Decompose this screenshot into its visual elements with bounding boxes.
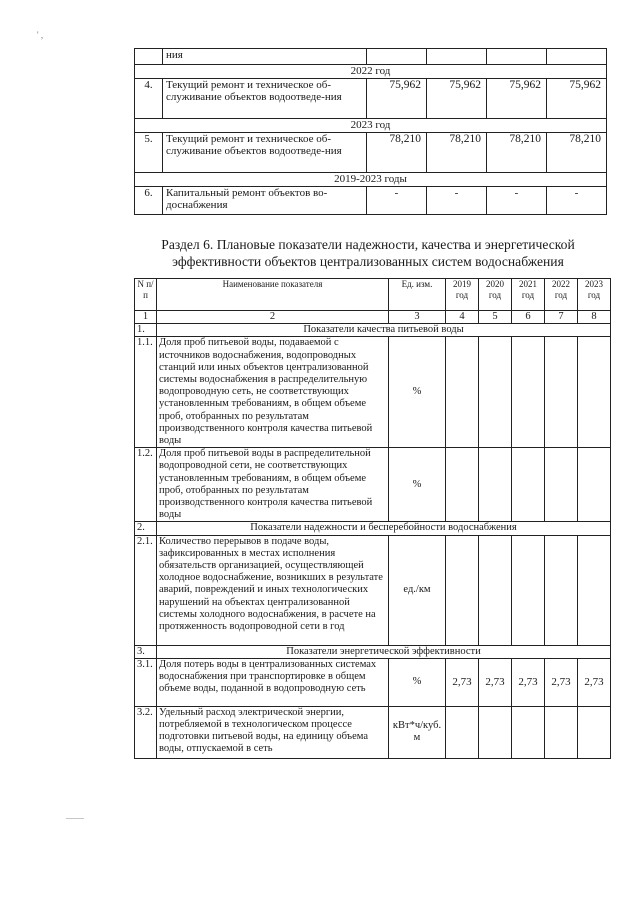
- value-cell: 2,73: [479, 658, 512, 706]
- scan-mark: ——: [66, 813, 84, 823]
- table-row: [135, 535, 611, 645]
- column-number: 7: [545, 311, 578, 324]
- table-row: [135, 658, 611, 706]
- value-cell: -: [547, 187, 607, 215]
- value-cell: [512, 448, 545, 522]
- table-row: [135, 706, 611, 758]
- value-cell: 75,962: [427, 79, 487, 119]
- row-number: 1.2.: [135, 448, 157, 522]
- indicators-table: [134, 278, 611, 759]
- value-cell: [545, 448, 578, 522]
- row-name: Текущий ремонт и техническое об-служивание объектов водоотведе-ния: [163, 133, 367, 173]
- header-unit: Ед. изм.: [389, 279, 446, 311]
- section-title: Показатели надежности и бесперебойности водоснабжения: [157, 522, 611, 535]
- value-cell: 2,73: [512, 658, 545, 706]
- year-label: 2022 год: [135, 65, 607, 79]
- value-cell: [479, 535, 512, 645]
- column-number: 6: [512, 311, 545, 324]
- row-unit: %: [389, 448, 446, 522]
- value-cell: 78,210: [547, 133, 607, 173]
- value-cell: 75,962: [487, 79, 547, 119]
- row-unit: ед./км: [389, 535, 446, 645]
- header-name: Наименование показателя: [157, 279, 389, 311]
- value-cell: [545, 706, 578, 758]
- table-row: [135, 337, 611, 448]
- scan-mark: ' ,: [37, 30, 44, 40]
- value-cell: [545, 337, 578, 448]
- value-cell: 78,210: [367, 133, 427, 173]
- row-unit: кВт*ч/куб. м: [389, 706, 446, 758]
- year-label: 2019-2023 годы: [135, 173, 607, 187]
- value-cell: [446, 706, 479, 758]
- value-cell: -: [487, 187, 547, 215]
- row-name: Доля проб питьевой воды в распределительной водопроводной сети, не соответствующих установленным требованиям, в общем объеме проб, отобранных по результатам производственного контроля качества питьевой воды: [157, 448, 389, 522]
- value-cell: -: [427, 187, 487, 215]
- value-cell: [545, 535, 578, 645]
- header-row: [135, 279, 611, 311]
- cell-name: ния: [163, 49, 367, 65]
- value-cell: [479, 337, 512, 448]
- section-heading: Раздел 6. Плановые показатели надежности, качества и энергетической эффективности объектов централизованных систем водоснабжения: [161, 237, 575, 269]
- column-number-row: [135, 311, 611, 324]
- row-name: Текущий ремонт и техническое об-служивание объектов водоотведе-ния: [163, 79, 367, 119]
- previous-table: [134, 48, 607, 215]
- row-unit: %: [389, 658, 446, 706]
- value-cell: [578, 706, 611, 758]
- row-number: 6.: [135, 187, 163, 215]
- year-row: [135, 65, 607, 79]
- value-cell: 2,73: [446, 658, 479, 706]
- section-row: [135, 645, 611, 658]
- column-number: 1: [135, 311, 157, 324]
- year-row: [135, 173, 607, 187]
- column-number: 2: [157, 311, 389, 324]
- value-cell: [446, 535, 479, 645]
- section-title: Показатели качества питьевой воды: [157, 324, 611, 337]
- header-year: 2022 год: [545, 279, 578, 311]
- row-number: 3.2.: [135, 706, 157, 758]
- value-cell: 75,962: [367, 79, 427, 119]
- row-unit: %: [389, 337, 446, 448]
- header-year: 2021 год: [512, 279, 545, 311]
- row-number: 5.: [135, 133, 163, 173]
- value-cell: [578, 337, 611, 448]
- value-cell: [446, 337, 479, 448]
- row-name: Удельный расход электрической энергии, потребляемой в технологическом процессе подготовки питьевой воды, на единицу объема воды, отпускаемой в сеть: [157, 706, 389, 758]
- column-number: 5: [479, 311, 512, 324]
- column-number: 3: [389, 311, 446, 324]
- year-label: 2023 год: [135, 119, 607, 133]
- row-number: 3.1.: [135, 658, 157, 706]
- row-name: Количество перерывов в подаче воды, зафиксированных в местах исполнения обязательств организацией, осуществляющей холодное водоснабжение, возникших в результате аварий, повреждений и иных технологических нарушений на объектах централизованной системы холодного водоснабжения, в расчете на протяженность водопроводной сети в год: [157, 535, 389, 645]
- value-cell: [578, 448, 611, 522]
- value-cell: [446, 448, 479, 522]
- value-cell: -: [367, 187, 427, 215]
- value-cell: [512, 337, 545, 448]
- value-cell: [479, 448, 512, 522]
- section-number: 1.: [135, 324, 157, 337]
- table-row: [135, 79, 607, 119]
- section-number: 2.: [135, 522, 157, 535]
- value-cell: [512, 535, 545, 645]
- value-cell: 78,210: [487, 133, 547, 173]
- section-row: [135, 324, 611, 337]
- value-cell: 75,962: [547, 79, 607, 119]
- table-row: [135, 187, 607, 215]
- column-number: 4: [446, 311, 479, 324]
- row-name: Доля проб питьевой воды, подаваемой с источников водоснабжения, водопроводных станций или иных объектов централизованной системы водоснабжения в распределительную водопроводную сеть, не соответствующих установленным требованиям, в общем объеме проб, отобранных по результатам производственного контроля качества питьевой воды: [157, 337, 389, 448]
- value-cell: [578, 535, 611, 645]
- table-row: [135, 448, 611, 522]
- value-cell: 2,73: [545, 658, 578, 706]
- table-row: [135, 133, 607, 173]
- value-cell: [512, 706, 545, 758]
- row-number: 4.: [135, 79, 163, 119]
- section-number: 3.: [135, 645, 157, 658]
- header-year: 2023 год: [578, 279, 611, 311]
- row-number: 1.1.: [135, 337, 157, 448]
- table-row: [135, 49, 607, 65]
- header-year: 2020 год: [479, 279, 512, 311]
- column-number: 8: [578, 311, 611, 324]
- value-cell: 78,210: [427, 133, 487, 173]
- header-num: N п/п: [135, 279, 157, 311]
- value-cell: [479, 706, 512, 758]
- row-name: Капитальный ремонт объектов во-доснабжения: [163, 187, 367, 215]
- value-cell: 2,73: [578, 658, 611, 706]
- row-number: 2.1.: [135, 535, 157, 645]
- year-row: [135, 119, 607, 133]
- row-name: Доля потерь воды в централизованных системах водоснабжения при транспортировке в общем объеме воды, поданной в водопроводную сеть: [157, 658, 389, 706]
- section-row: [135, 522, 611, 535]
- section-title: Показатели энергетической эффективности: [157, 645, 611, 658]
- header-year: 2019 год: [446, 279, 479, 311]
